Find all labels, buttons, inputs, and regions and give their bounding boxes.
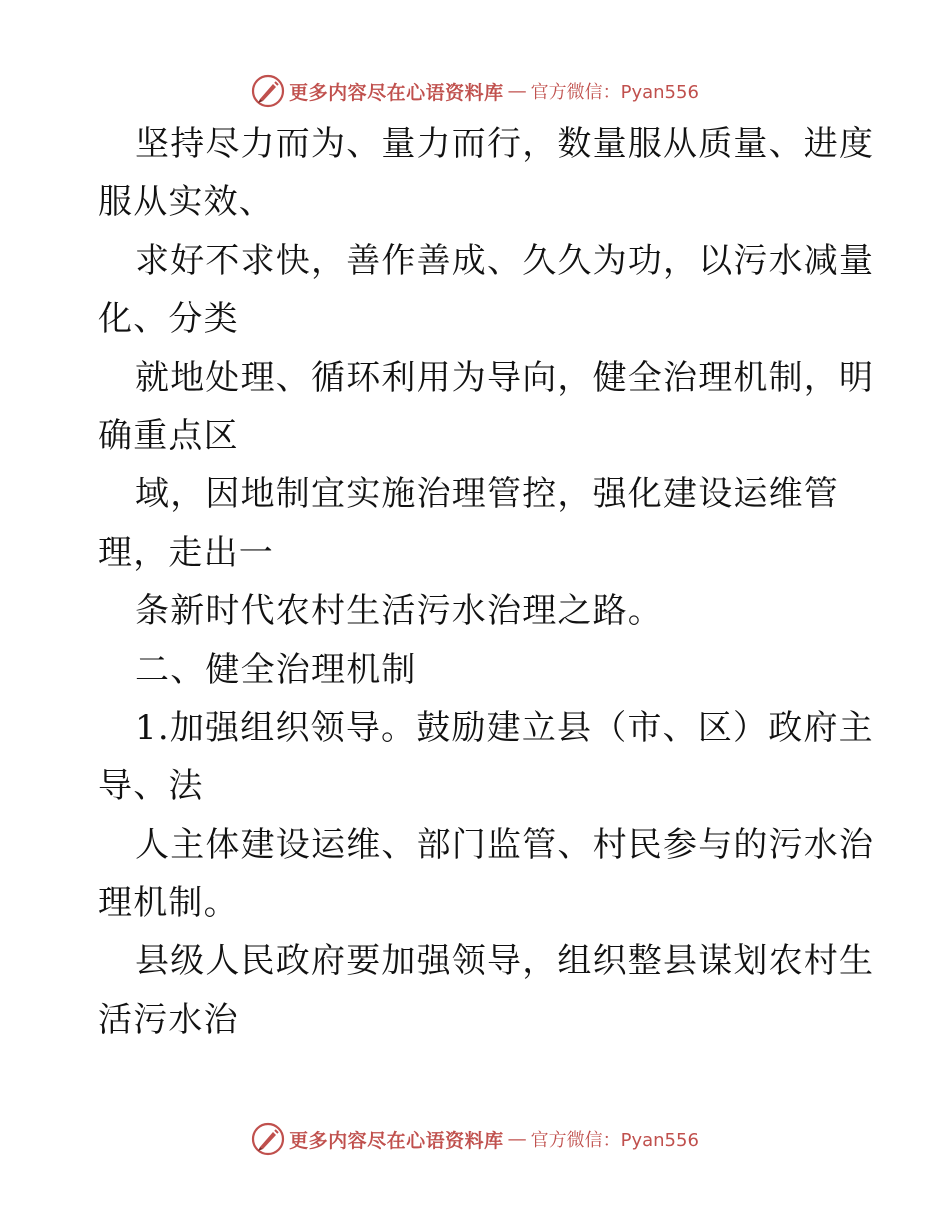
text-line: 求好不求快，善作善成、久久为功，以污水减量 — [135, 240, 875, 281]
header-brand-text: 更多内容尽在心语资料库 — [289, 81, 504, 104]
pen-logo-icon — [251, 1122, 285, 1156]
header-separator: — — [507, 80, 527, 102]
text-line: 条新时代农村生活污水治理之路。 — [135, 591, 663, 632]
text-line: 化、分类 — [98, 299, 239, 340]
text-line: 坚持尽力而为、量力而行，数量服从质量、进度 — [135, 124, 875, 164]
footer-brand-text: 更多内容尽在心语资料库 — [289, 1129, 504, 1152]
text-line: 1.加强组织领导。鼓励建立县（市、区）政府主 — [135, 707, 874, 748]
text-line: 确重点区 — [98, 415, 239, 456]
header-banner — [0, 71, 950, 111]
text-line: 域，因地制宜实施治理管控，强化建设运维管 — [135, 474, 839, 515]
section-heading: 二、健全治理机制 — [135, 649, 417, 690]
footer-banner — [0, 1119, 950, 1159]
text-line: 人主体建设运维、部门监管、村民参与的污水治 — [135, 824, 875, 865]
text-line: 县级人民政府要加强领导，组织整县谋划农村生 — [135, 941, 875, 982]
text-line: 理机制。 — [98, 883, 239, 924]
footer-separator: — — [507, 1128, 527, 1150]
text-line: 服从实效、 — [98, 182, 274, 223]
footer-wechat-text: 官方微信：Pyan556 — [530, 1130, 699, 1151]
text-line: 活污水治 — [98, 999, 239, 1040]
document-body — [98, 115, 875, 1049]
text-line: 导、法 — [98, 766, 204, 807]
header-wechat-text: 官方微信：Pyan556 — [530, 82, 699, 103]
text-line: 就地处理、循环利用为导向，健全治理机制，明 — [135, 357, 875, 398]
text-line: 理，走出一 — [98, 532, 274, 573]
pen-logo-icon — [251, 74, 285, 108]
